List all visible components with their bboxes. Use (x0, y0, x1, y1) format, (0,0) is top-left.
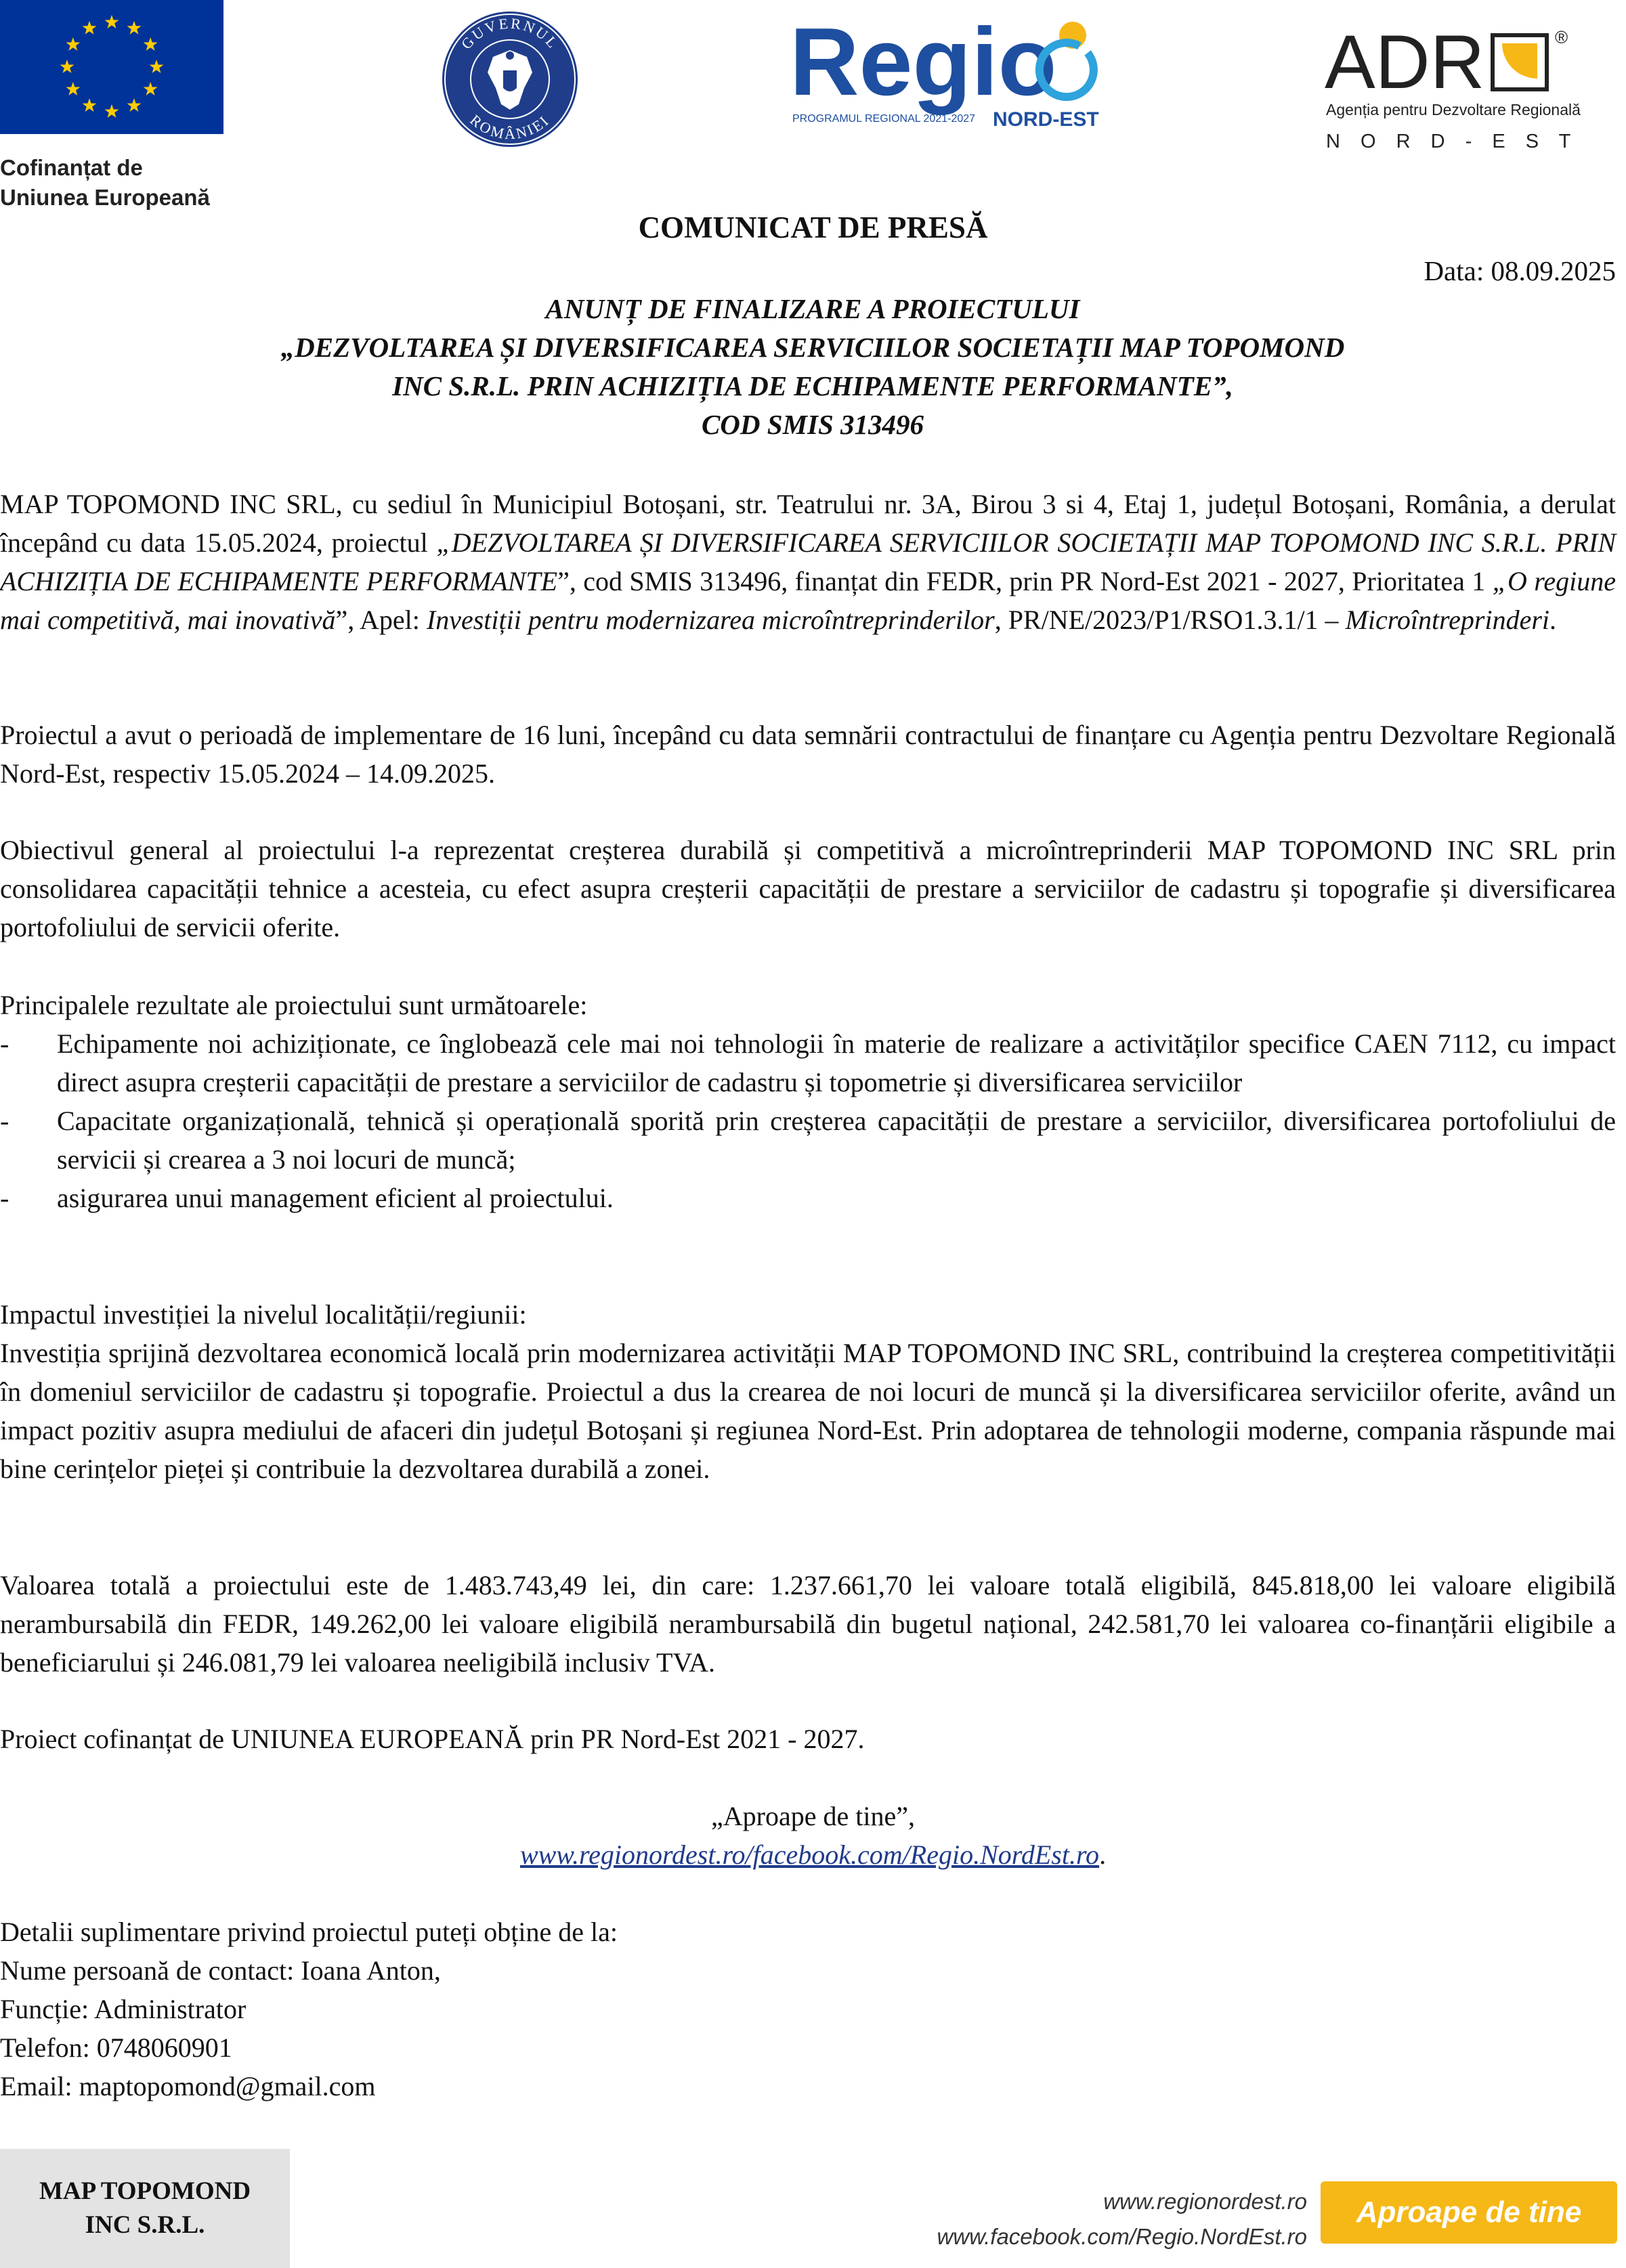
intro-text-1: MAP TOPOMOND INC SRL, cu sediul în Municipiul Botoșani, str. Teatrului nr. 3A, Birou 3 si 4, Etaj 1, județul Botoșani, România, a derulat începând cu data 15.05.2024, proiectul (0, 489, 1616, 558)
project-heading (88, 290, 1537, 444)
list-item (0, 1179, 1616, 1217)
slogan-period: . (1099, 1839, 1107, 1870)
seal-bottom-text: ROMÂNIEI (467, 111, 553, 143)
list-bullet: - (0, 1028, 9, 1059)
results-heading: Principalele rezultate ale proiectului sunt următoarele: (0, 990, 588, 1020)
document-title: COMUNICAT DE PRESĂ (638, 211, 988, 244)
project-heading-line1: ANUNȚ DE FINALIZARE A PROIECTULUI (545, 293, 1080, 324)
objective-paragraph: Obiectivul general al proiectului l-a reprezentat creșterea durabilă și competitivă a microîntreprinderii MAP TOPOMOND INC SRL prin consolidarea capacității tehnice a acesteia, cu efect asupra creșterii capacității de prestare a serviciilor de cadastru și topografie și diversificarea portofoliului de servicii oferite. (0, 835, 1616, 942)
regio-program: PROGRAMUL REGIONAL 2021-2027 (792, 113, 976, 125)
seal-top-text: GUVERNUL (457, 14, 563, 53)
results-list (0, 1024, 1616, 1217)
intro-paragraph (0, 485, 1616, 639)
contact-email: Email: maptopomond@gmail.com (0, 2071, 376, 2101)
footer-website-link[interactable]: www.regionordest.ro (1103, 2189, 1307, 2214)
contact-name: Nume persoană de contact: Ioana Anton, (0, 1955, 441, 1986)
adr-logo (1325, 20, 1616, 156)
intro-call-type: Microîntreprinderi (1345, 605, 1550, 635)
eu-caption (0, 153, 257, 213)
intro-project-name: „DEZVOLTAREA ȘI DIVERSIFICAREA SERVICIILOR SOCIETAȚII MAP TOPOMOND INC S.R.L. PRIN ACHIZIȚIA DE ECHIPAMENTE PERFORMANTE (0, 527, 1617, 596)
adr-word: ADR (1325, 20, 1485, 104)
result-text: Echipamente noi achiziționate, ce înglobează cele mai noi tehnologii în materie de realizare a activităților specifice CAEN 7112, cu impact direct asupra creșterii capacității de prestare a serviciilor de cadastru și topometrie și diversificarea serviciilor (57, 1028, 1616, 1097)
implementation-paragraph: Proiectul a avut o perioadă de implementare de 16 luni, începând cu data semnării contractului de finanțare cu Agenția pentru Dezvoltare Regională Nord-Est, respectiv 15.05.2024 – 14.09.2025. (0, 720, 1616, 789)
footer-slogan-badge: Aproape de tine (1321, 2181, 1617, 2244)
intro-text-3: ”, Apel: (335, 605, 427, 635)
intro-priority: „O regiune mai competitivă, mai inovativă (0, 566, 1616, 635)
eu-caption-line2: Uniunea Europeană (0, 185, 210, 210)
result-text: asigurarea unui management eficient al proiectului. (57, 1183, 614, 1213)
regio-word: Regio (790, 14, 1057, 116)
regio-logo (790, 14, 1135, 135)
eu-flag-icon (0, 0, 223, 134)
intro-text-4: , PR/NE/2023/P1/RSO1.3.1/1 – (994, 605, 1346, 635)
footer-facebook-link[interactable]: www.facebook.com/Regio.NordEst.ro (937, 2224, 1307, 2249)
impact-heading: Impactul investiției la nivelul localității/regiunii: (0, 1299, 527, 1330)
intro-call: Investiții pentru modernizarea microîntreprinderilor (426, 605, 995, 635)
cofinanced-statement: Proiect cofinanțat de UNIUNEA EUROPEANĂ prin PR Nord-Est 2021 - 2027. (0, 1724, 865, 1754)
contact-phone: Telefon: 0748060901 (0, 2032, 232, 2063)
government-seal-icon (439, 8, 581, 150)
value-paragraph: Valoarea totală a proiectului este de 1.483.743,49 lei, din care: 1.237.661,70 lei valoare totală eligibilă, 845.818,00 lei valoare eligibilă nerambursabilă din FEDR, 149.262,00 lei valoare eligibilă nerambursabilă din bugetul național, 242.581,70 lei valoarea co-finanțării eligibile a beneficiarului și 246.081,79 lei valoarea neeligibilă inclusiv TVA. (0, 1570, 1616, 1678)
contact-role: Funcție: Administrator (0, 1994, 247, 2024)
contact-block (0, 1913, 618, 2106)
impact-paragraph: Investiția sprijină dezvoltarea economică locală prin modernizarea activității MAP TOPOMOND INC SRL, contribuind la creșterea competitivității în domeniul serviciilor de cadastru și topografie. Proiectul a dus la crearea de noi locuri de muncă și la diversificarea serviciilor oferite, având un impact pozitiv asupra mediului de afaceri din județul Botoșani și regiunea Nord-Est. Prin adoptarea de tehnologii moderne, compania răspunde mai bine cerințelor pieței și contribuie la dezvoltarea durabilă a zonei. (0, 1338, 1616, 1484)
adr-region: N O R D - E S T (1326, 131, 1579, 152)
regio-region: NORD-EST (993, 108, 1099, 131)
footer-company-name (0, 2175, 290, 2242)
regio-website-link[interactable]: www.regionordest.ro/facebook.com/Regio.NordEst.ro (519, 1839, 1100, 1870)
intro-text-2: ”, cod SMIS 313496, finanțat din FEDR, prin PR Nord-Est 2021 - 2027, Prioritatea 1 (557, 566, 1493, 596)
footer-links (894, 2184, 1307, 2254)
result-text: Capacitate organizațională, tehnică și operațională sporită prin creșterea capacității de prestare a serviciilor, diversificarea portofoliului de servicii și crearea a 3 noi locuri de muncă; (57, 1106, 1616, 1175)
contact-intro: Detalii suplimentare privind proiectul puteți obține de la: (0, 1917, 618, 1947)
list-item (0, 1102, 1616, 1179)
list-bullet: - (0, 1106, 9, 1136)
intro-text-5: . (1549, 605, 1557, 635)
footer-company-line2: INC S.R.L. (85, 2211, 205, 2239)
project-heading-line2: „DEZVOLTAREA ȘI DIVERSIFICAREA SERVICIILOR SOCIETAȚII MAP TOPOMOND (280, 332, 1345, 363)
eu-caption-line1: Cofinanțat de (0, 155, 143, 180)
list-bullet: - (0, 1183, 9, 1213)
footer-company-line1: MAP TOPOMOND (39, 2177, 251, 2205)
adr-agency: Agenția pentru Dezvoltare Regională (1326, 101, 1581, 118)
project-heading-line3: INC S.R.L. PRIN ACHIZIȚIA DE ECHIPAMENTE PERFORMANTE”, (392, 370, 1233, 401)
document-date: Data: 08.09.2025 (1424, 255, 1616, 286)
project-heading-line4: COD SMIS 313496 (701, 409, 924, 440)
slogan-link-line (0, 1835, 1626, 1874)
adr-registered: ® (1555, 27, 1568, 47)
slogan-text: „Aproape de tine”, (711, 1801, 915, 1831)
list-item (0, 1024, 1616, 1102)
